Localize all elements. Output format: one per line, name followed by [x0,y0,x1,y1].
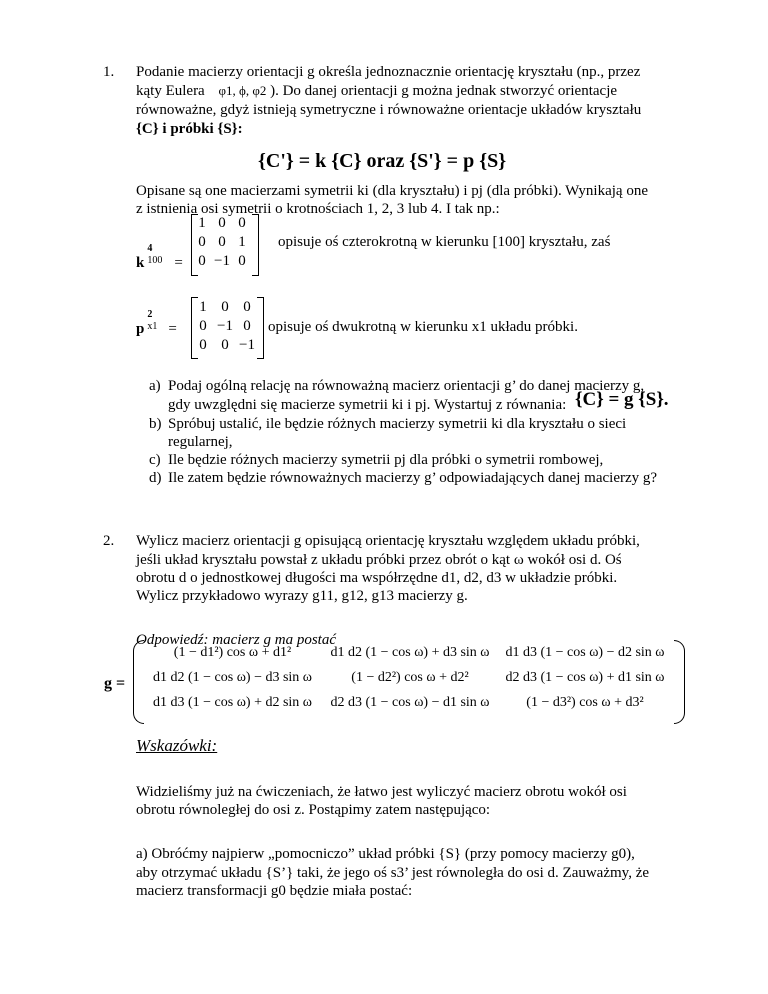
g-matrix-cell: d1 d3 (1 − cos ω) − d2 sin ω [505,645,665,660]
item-a-line1: Podaj ogólną relację na równoważną macierz orientacji g’ do danej macierzy g, [168,378,645,394]
p-matrix-cell: 0 [221,337,229,353]
item-c-line1: Ile będzie różnych macierzy symetrii pj dla próbki o symetrii rombowej, [168,452,604,468]
p-letter: p [136,321,145,337]
p-description: opisuje oś dwukrotną w kierunku x1 układu próbki. [268,319,578,335]
k-matrix-cell: 0 [198,253,206,269]
k-matrix-cell: 1 [238,234,246,250]
item-a-label: a) [149,378,161,394]
hints-a-line3: macierz transformacji g0 będzie miała postać: [136,883,413,899]
item-b-line1: Spróbuj ustalić, ile będzie różnych macierzy symetrii ki dla kryształu o sieci [168,416,627,432]
q1-number: 1. [103,64,115,80]
q2-line3: obrotu d o jednostkowej długości ma współrzędne d1, d2, d3 w układzie próbki. [136,570,618,586]
item-b-label: b) [149,416,162,432]
p-bracket-right [257,297,264,359]
p-matrix-cell: −1 [239,337,255,353]
hints-p1-line2: obrotu równoległej do osi z. Postąpimy zatem następująco: [136,802,491,818]
k-matrix-cell: 0 [238,215,246,231]
k-label: k 4 100 = [136,243,183,271]
p-matrix-cell: −1 [217,318,233,334]
p-matrix-cell: 0 [221,299,229,315]
q1-line2-a: kąty Eulera [136,83,205,99]
k-matrix-cell: 1 [198,215,206,231]
hints-title: Wskazówki: [136,736,218,755]
g-matrix-cell: d2 d3 (1 − cos ω) + d1 sin ω [505,670,665,685]
item-a-line2: gdy uwzględni się macierze symetrii ki i pj. Wystartuj z równania: [168,397,567,413]
k-bracket-right [252,214,259,276]
q2-number: 2. [103,533,115,549]
g-matrix-cell: d1 d2 (1 − cos ω) + d3 sin ω [330,645,490,660]
hints-p1-line1: Widzieliśmy już na ćwiczeniach, że łatwo jest wyliczyć macierz obrotu wokół osi [136,784,627,800]
hints-a-line2: aby otrzymać układu {S’} taki, że jego oś s3’ jest równoległa do osi d. Zauważmy, że [136,865,650,881]
g-paren-left [133,640,144,724]
item-c-label: c) [149,452,161,468]
k-matrix-cell: −1 [214,253,230,269]
answer-label: Odpowiedź: macierz g ma postać [136,632,336,648]
p-matrix-cell: 0 [199,337,207,353]
p-matrix-cell: 0 [243,299,251,315]
p-label: p 2 x1 = [136,309,177,337]
q1-line3: równoważne, gdyż istnieją symetryczne i równoważne orientacje układów kryształu [136,102,642,118]
hints-a-line1: a) Obróćmy najpierw „pomocniczo” układ próbki {S} (przy pomocy macierzy g0), [136,846,635,862]
k-description: opisuje oś czterokrotną w kierunku [100] kryształu, zaś [278,234,611,250]
q1-line2 [136,82,617,100]
g-matrix-cell: (1 − d3²) cos ω + d3² [526,695,644,710]
k-matrix-cell: 0 [238,253,246,269]
g-matrix-cell: d1 d3 (1 − cos ω) + d2 sin ω [152,695,313,710]
p-matrix-cell: 1 [199,299,207,315]
q1-line5: Opisane są one macierzami symetrii ki (dla kryształu) i pj (dla próbki). Wynikają one [136,183,648,199]
item-d-label: d) [149,470,162,486]
g-label: g = [104,675,126,692]
q1-line6: z istnienia osi symetrii o krotnościach 1, 2, 3 lub 4. I tak np.: [136,201,500,217]
q1-line2-b: ). Do danej orientacji g można jednak stworzyć orientacje [270,83,618,99]
q2-line4: Wylicz przykładowo wyrazy g11, g12, g13 macierzy g. [136,588,468,604]
k-matrix-cell: 0 [218,215,226,231]
item-d-line1: Ile zatem będzie równoważnych macierzy g’ odpowiadających danej macierzy g? [168,470,658,486]
q1-line4: {C} i próbki {S}: [136,121,243,137]
k-matrix-cell: 0 [198,234,206,250]
q1-line1: Podanie macierzy orientacji g określa jednoznacznie orientację kryształu (np., przez [136,64,641,80]
g-matrix-cell: d2 d3 (1 − cos ω) − d1 sin ω [330,695,490,710]
q2-line1: Wylicz macierz orientacji g opisującą orientację kryształu względem układu próbki, [136,533,640,549]
p-matrix-cell: 0 [199,318,207,334]
g-matrix-cell: (1 − d1²) cos ω + d1² [173,645,292,660]
q2-line2: jeśli układ kryształu powstał z układu próbki przez obrót o kąt ω wokół osi d. Oś [136,552,622,568]
g-matrix-cell: d1 d2 (1 − cos ω) − d3 sin ω [152,670,313,685]
item-a-equation: {C} = g {S}. [575,389,669,410]
k-matrix-cell: 0 [218,234,226,250]
euler-angles: φ1, ϕ, φ2 [218,83,267,98]
k-letter: k [136,255,145,271]
g-matrix-cell: (1 − d2²) cos ω + d2² [351,670,469,685]
symmetry-equation: {C'} = k {C} oraz {S'} = p {S} [258,150,507,172]
g-paren-right [674,640,685,724]
p-matrix-cell: 0 [243,318,251,334]
item-b-line2: regularnej, [168,434,233,450]
